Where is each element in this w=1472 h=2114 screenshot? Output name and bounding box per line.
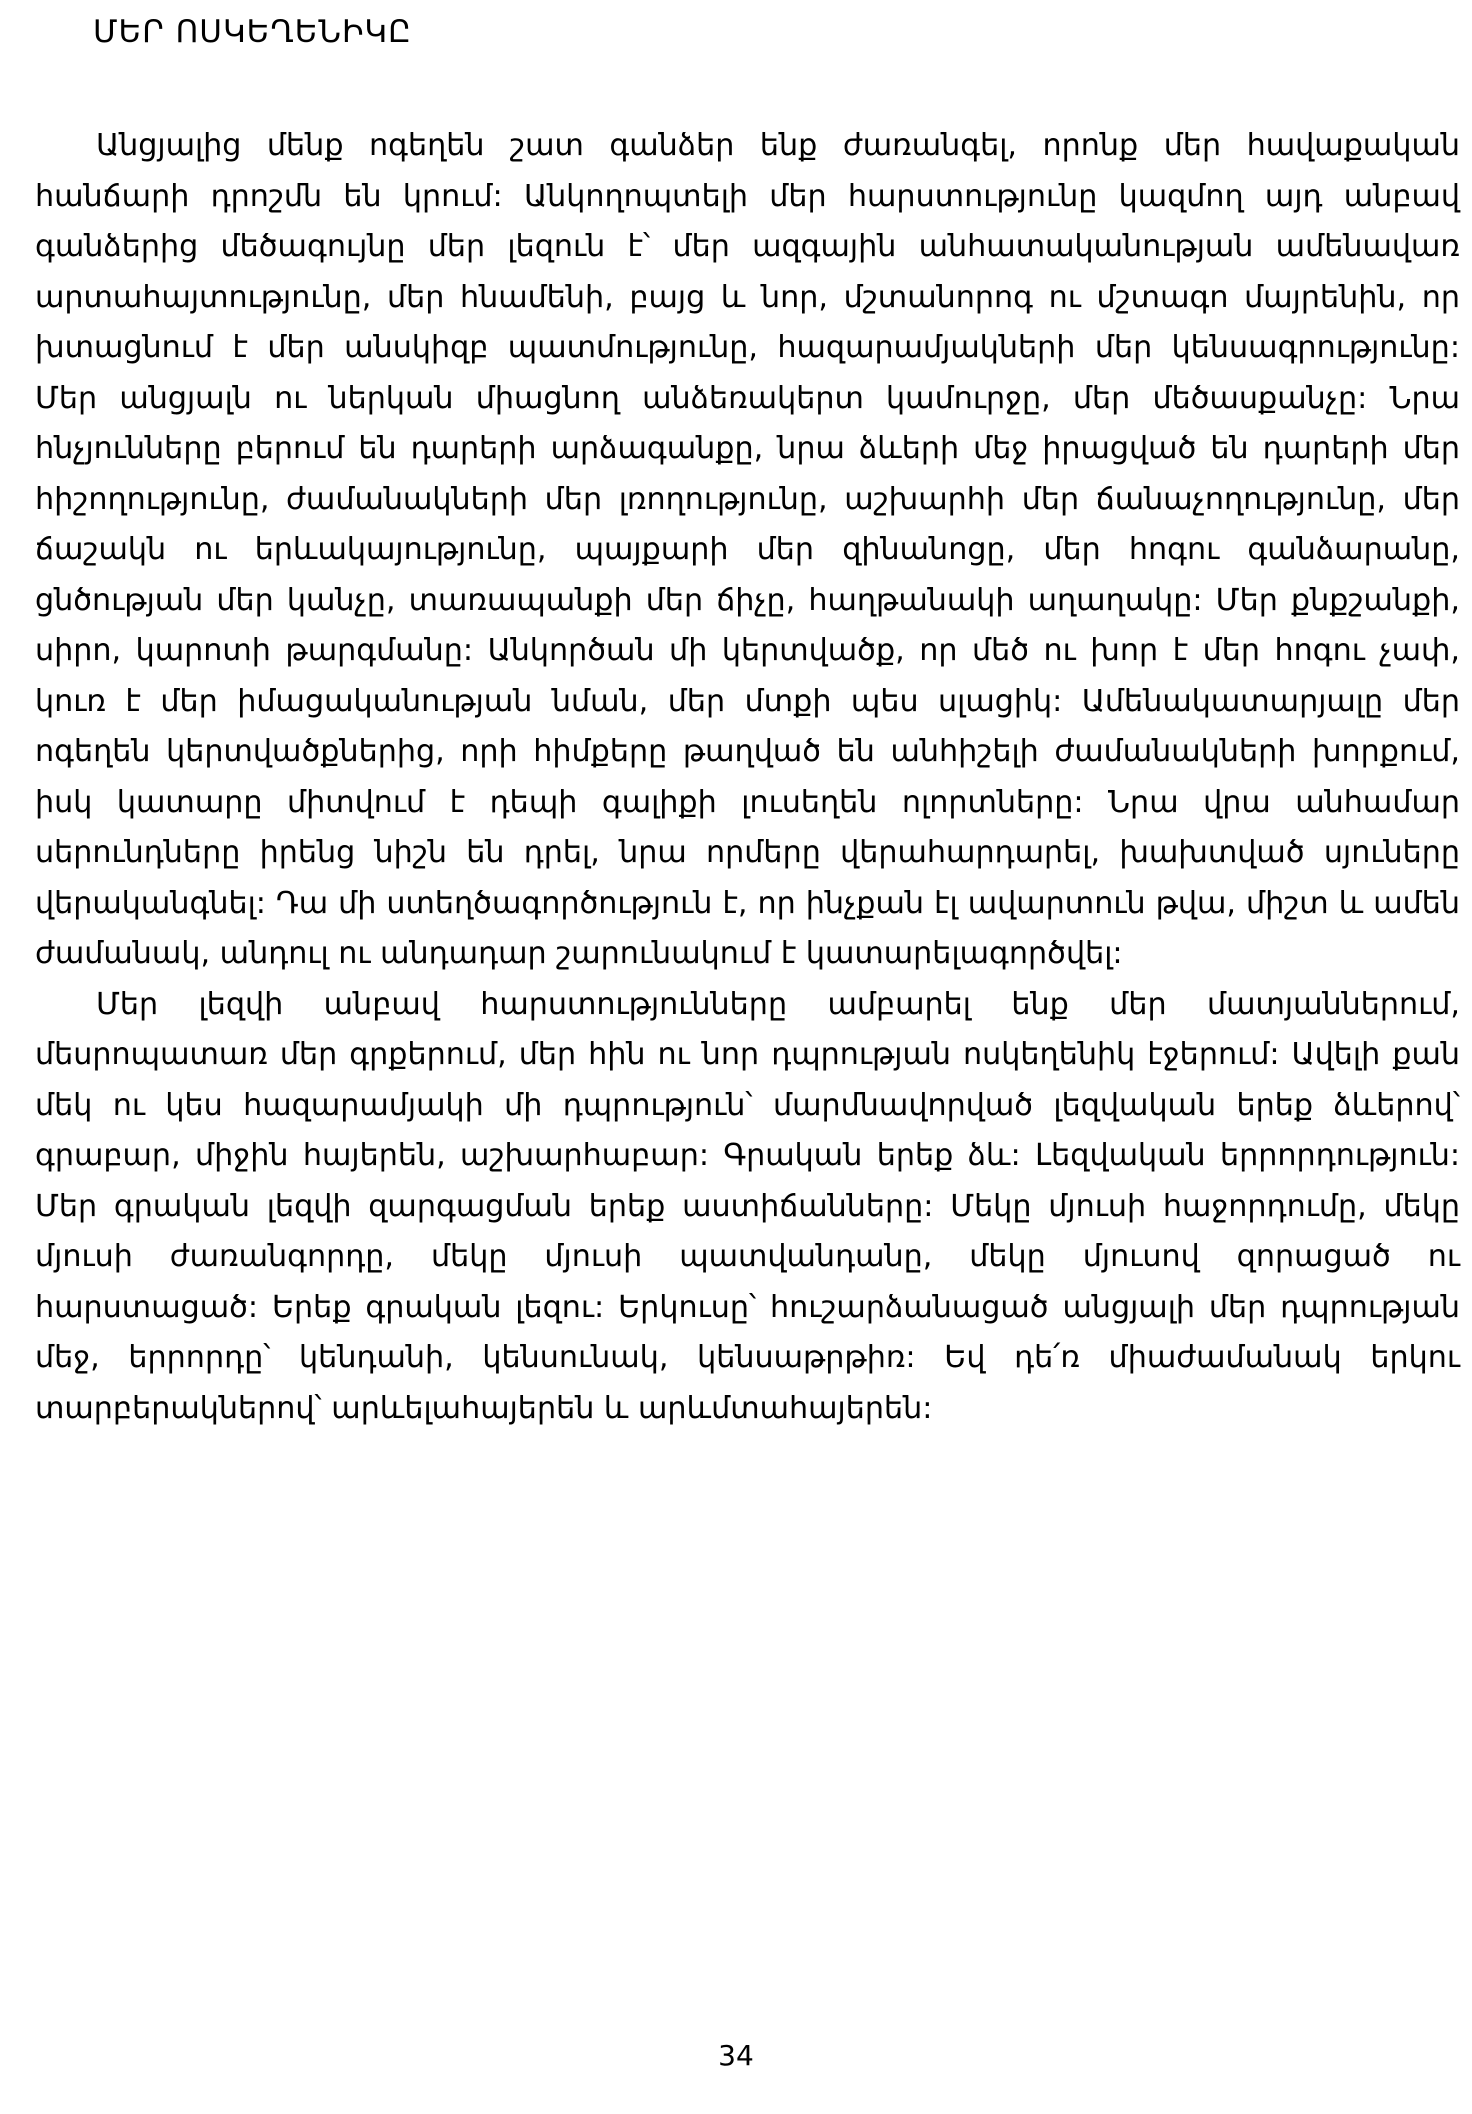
paragraph-1: Անցյալից մենք ոգեղեն շատ գանձեր ենք ժառանգել, որոնք մեր հավաքական հանճարի դրոշմն են կրում: Անկողոպտելի մեր հարստությունը կազմող այդ անբավ գանձերից մեծագույնը մեր լեզուն է՝ մեր ազգային անհատականության ամենավառ արտահայտությունը, մեր հնամենի, բայց և նոր, մշտանորոգ ու մշտագո մայրենին, որ խտացնում է մեր անսկիզբ պատմությունը, հազարամյակների մեր կենսագրությունը: Մեր անցյալն ու ներկան միացնող անձեռակերտ կամուրջը, մեր մեծասքանչը: Նրա հնչյունները բերում են դարերի արձագանքը, նրա ձևերի մեջ իրացված են դարերի մեր հիշողությունը, ժամանակների մեր լռողությունը, աշխարհի մեր ճանաչողությունը, մեր ճաշակն ու երևակայությունը, պայքարի մեր զինանոցը, մեր հոգու գանձարանը, ցնծության մեր կանչը, տառապանքի մեր ճիչը, հաղթանակի աղաղակը: Մեր քնքշանքի, սիրո, կարոտի թարգմանը: Անկործան մի կերտվածք, որ մեծ ու խոր է մեր հոգու չափ, կուռ է մեր իմացականության նման, մեր մտքի պես սլացիկ: Ամենակատարյալը մեր ոգեղեն կերտվածքներից, որի հիմքերը թաղված են անհիշելի ժամանակների խորքում, իսկ կատարը միտվում է դեպի գալիքի լուսեղեն ոլորտները: Նրա վրա անհամար սերունդները իրենց նիշն են դրել, նրա որմերը վերահարդարել, խախտված սյուները վերականգնել: Դա մի ստեղծագործություն է, որ ինչքան էլ ավարտուն թվա, միշտ և ամեն ժամանակ, անդուլ ու անդադար շարունակում է կատարելագործվել: bbox=[35, 128, 1460, 971]
body-text bbox=[35, 121, 1460, 1434]
page-number: 34 bbox=[718, 2039, 754, 2072]
page-title: ՄԵՐ ՈՍԿԵՂԵՆԻԿԸ bbox=[93, 14, 412, 50]
paragraph-2: Մեր լեզվի անբավ հարստությունները ամբարել ենք մեր մատյաններում, մեսրոպատառ մեր գրքերում, մեր հին ու նոր դպրության ոսկեղենիկ էջերում: Ավելի քան մեկ ու կես հազարամյակի մի դպրություն՝ մարմնավորված լեզվական երեք ձևերով՝ գրաբար, միջին հայերեն, աշխարհաբար: Գրական երեք ձև: Լեզվական երրորդություն: Մեր գրական լեզվի զարգացման երեք աստիճանները: Մեկը մյուսի հաջորդումը, մեկը մյուսի ժառանգորդը, մեկը մյուսի պատվանդանը, մեկը մյուսով զորացած ու հարստացած: Երեք գրական լեզու: Երկուսը՝ հուշարձանացած անցյալի մեր դպրության մեջ, երրորդը՝ կենդանի, կենսունակ, կենսաթրթիռ: Եվ դե՛ռ միաժամանակ երկու տարբերակներով՝ արևելահայերեն և արևմտահայերեն: bbox=[35, 986, 1460, 1426]
